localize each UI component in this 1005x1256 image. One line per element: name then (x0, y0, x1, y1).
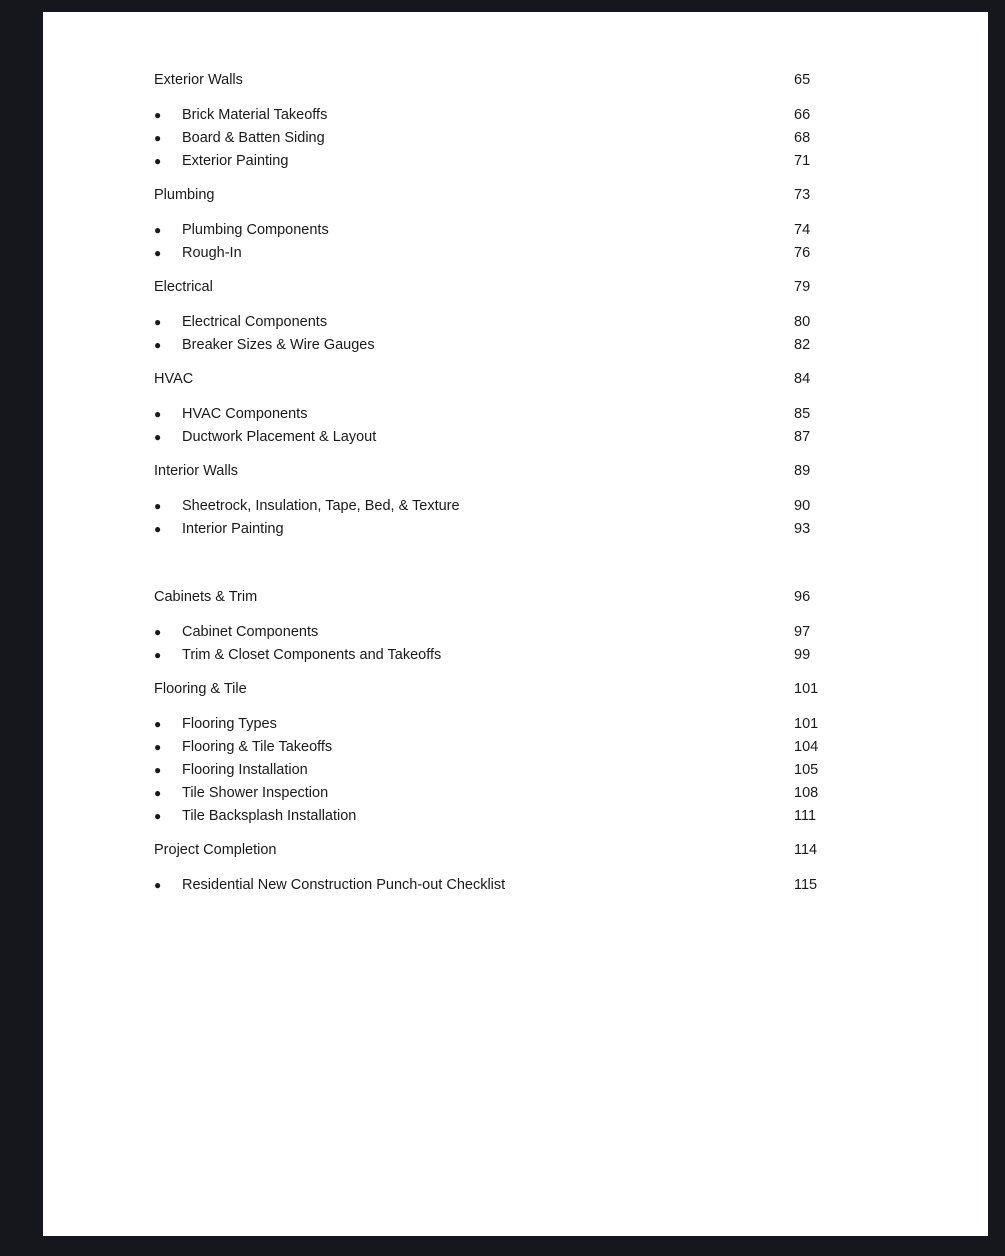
toc-subentry-label: Exterior Painting (182, 152, 289, 169)
toc-heading-row[interactable] (154, 68, 834, 91)
toc-subentry-page: 111 (794, 807, 817, 824)
toc-heading-page: 101 (794, 680, 819, 697)
toc-heading-title: Plumbing (154, 186, 215, 203)
toc-heading-row[interactable] (154, 183, 834, 206)
toc-subentry-page: 87 (794, 428, 811, 445)
toc-subentry-label: Ductwork Placement & Layout (182, 428, 377, 445)
toc-subentry[interactable] (154, 149, 834, 172)
toc-subentry[interactable] (154, 425, 834, 448)
toc-section-interior-walls (154, 459, 834, 540)
toc-heading-page: 84 (794, 370, 811, 387)
bullet-icon: ● (154, 314, 162, 329)
bullet-icon: ● (154, 877, 162, 892)
toc-subentry-label: Flooring Types (182, 715, 277, 732)
bullet-icon: ● (154, 716, 162, 731)
toc-heading-page: 65 (794, 71, 811, 88)
bullet-icon: ● (154, 222, 162, 237)
bullet-icon: ● (154, 130, 162, 145)
toc-subentry[interactable] (154, 804, 834, 827)
toc-subentry-page: 108 (794, 784, 819, 801)
toc-subentry-page: 99 (794, 646, 811, 663)
toc-subentry-list (154, 218, 834, 264)
toc-subentry-page: 71 (794, 152, 811, 169)
toc-subentry-page: 115 (794, 876, 818, 893)
bullet-icon: ● (154, 521, 162, 536)
toc-section-cabinets-trim (154, 585, 834, 666)
toc-subentry-label: HVAC Components (182, 405, 308, 422)
toc-subentry-list (154, 103, 834, 172)
toc-subentry-list (154, 873, 834, 896)
toc-subentry[interactable] (154, 126, 834, 149)
toc-subentry-label: Electrical Components (182, 313, 328, 330)
toc-subentry-label: Cabinet Components (182, 623, 319, 640)
toc-heading-title: HVAC (154, 370, 194, 387)
toc-subentry-list (154, 310, 834, 356)
toc-subentry[interactable] (154, 402, 834, 425)
toc-subentry-label: Plumbing Components (182, 221, 329, 238)
toc-heading-page: 114 (794, 841, 818, 858)
toc-section-hvac (154, 367, 834, 448)
toc-subentry-label: Board & Batten Siding (182, 129, 325, 146)
toc-subentry-page: 66 (794, 106, 811, 123)
toc-section-flooring-tile (154, 677, 834, 827)
toc-subentry-page: 97 (794, 623, 811, 640)
document-page (43, 12, 988, 1236)
toc-subentry-label: Brick Material Takeoffs (182, 106, 328, 123)
bullet-icon: ● (154, 406, 162, 421)
toc-subentry-label: Sheetrock, Insulation, Tape, Bed, & Texture (182, 497, 460, 514)
toc-heading-title: Project Completion (154, 841, 277, 858)
toc-subentry-page: 93 (794, 520, 811, 537)
toc-heading-row[interactable] (154, 677, 834, 700)
toc-subentry-list (154, 402, 834, 448)
toc-subentry-page: 104 (794, 738, 819, 755)
toc-subentry[interactable] (154, 517, 834, 540)
toc-subentry[interactable] (154, 333, 834, 356)
bullet-icon: ● (154, 429, 162, 444)
bullet-icon: ● (154, 647, 162, 662)
toc-heading-page: 73 (794, 186, 811, 203)
toc-subentry[interactable] (154, 218, 834, 241)
bullet-icon: ● (154, 785, 162, 800)
toc-subentry[interactable] (154, 643, 834, 666)
toc-subentry-page: 74 (794, 221, 811, 238)
toc-heading-row[interactable] (154, 367, 834, 390)
bullet-icon: ● (154, 739, 162, 754)
toc-subentry-label: Flooring Installation (182, 761, 308, 778)
toc-subentry-label: Residential New Construction Punch-out Checklist (182, 876, 506, 893)
toc-subentry-list (154, 620, 834, 666)
toc-heading-title: Cabinets & Trim (154, 588, 258, 605)
toc-section-electrical (154, 275, 834, 356)
toc-subentry[interactable] (154, 712, 834, 735)
toc-heading-page: 79 (794, 278, 811, 295)
bullet-icon: ● (154, 498, 162, 513)
toc-subentry-list (154, 712, 834, 827)
toc-subentry-page: 76 (794, 244, 811, 261)
toc-subentry[interactable] (154, 735, 834, 758)
toc-subentry-label: Flooring & Tile Takeoffs (182, 738, 333, 755)
table-of-contents (154, 68, 834, 907)
toc-subentry[interactable] (154, 103, 834, 126)
toc-section-project-completion (154, 838, 834, 896)
toc-subentry-page: 80 (794, 313, 811, 330)
bullet-icon: ● (154, 153, 162, 168)
toc-subentry[interactable] (154, 873, 834, 896)
toc-heading-page: 96 (794, 588, 811, 605)
toc-subentry-page: 85 (794, 405, 811, 422)
toc-heading-title: Flooring & Tile (154, 680, 247, 697)
toc-subentry-page: 82 (794, 336, 811, 353)
toc-heading-row[interactable] (154, 585, 834, 608)
toc-subentry-page: 68 (794, 129, 811, 146)
toc-heading-title: Electrical (154, 278, 213, 295)
toc-subentry-page: 90 (794, 497, 811, 514)
bullet-icon: ● (154, 808, 162, 823)
toc-subentry-label: Interior Painting (182, 520, 284, 537)
toc-heading-title: Exterior Walls (154, 71, 243, 88)
toc-subentry[interactable] (154, 494, 834, 517)
toc-subentry[interactable] (154, 310, 834, 333)
toc-subentry[interactable] (154, 241, 834, 264)
bullet-icon: ● (154, 762, 162, 777)
bullet-icon: ● (154, 107, 162, 122)
toc-section-plumbing (154, 183, 834, 264)
toc-subentry[interactable] (154, 758, 834, 781)
toc-heading-row[interactable] (154, 275, 834, 298)
toc-heading-row[interactable] (154, 838, 834, 861)
bullet-icon: ● (154, 624, 162, 639)
toc-section-exterior-walls (154, 68, 834, 172)
toc-subentry-label: Trim & Closet Components and Takeoffs (182, 646, 442, 663)
toc-subentry-list (154, 494, 834, 540)
toc-heading-title: Interior Walls (154, 462, 239, 479)
bullet-icon: ● (154, 337, 162, 352)
toc-subentry-page: 101 (794, 715, 819, 732)
toc-subentry[interactable] (154, 620, 834, 643)
bullet-icon: ● (154, 245, 162, 260)
toc-heading-row[interactable] (154, 459, 834, 482)
toc-subentry-label: Breaker Sizes & Wire Gauges (182, 336, 375, 353)
toc-subentry-label: Tile Shower Inspection (182, 784, 329, 801)
toc-subentry-label: Rough-In (182, 244, 242, 261)
toc-subentry-page: 105 (794, 761, 819, 778)
toc-heading-page: 89 (794, 462, 811, 479)
toc-subentry[interactable] (154, 781, 834, 804)
toc-subentry-label: Tile Backsplash Installation (182, 807, 357, 824)
